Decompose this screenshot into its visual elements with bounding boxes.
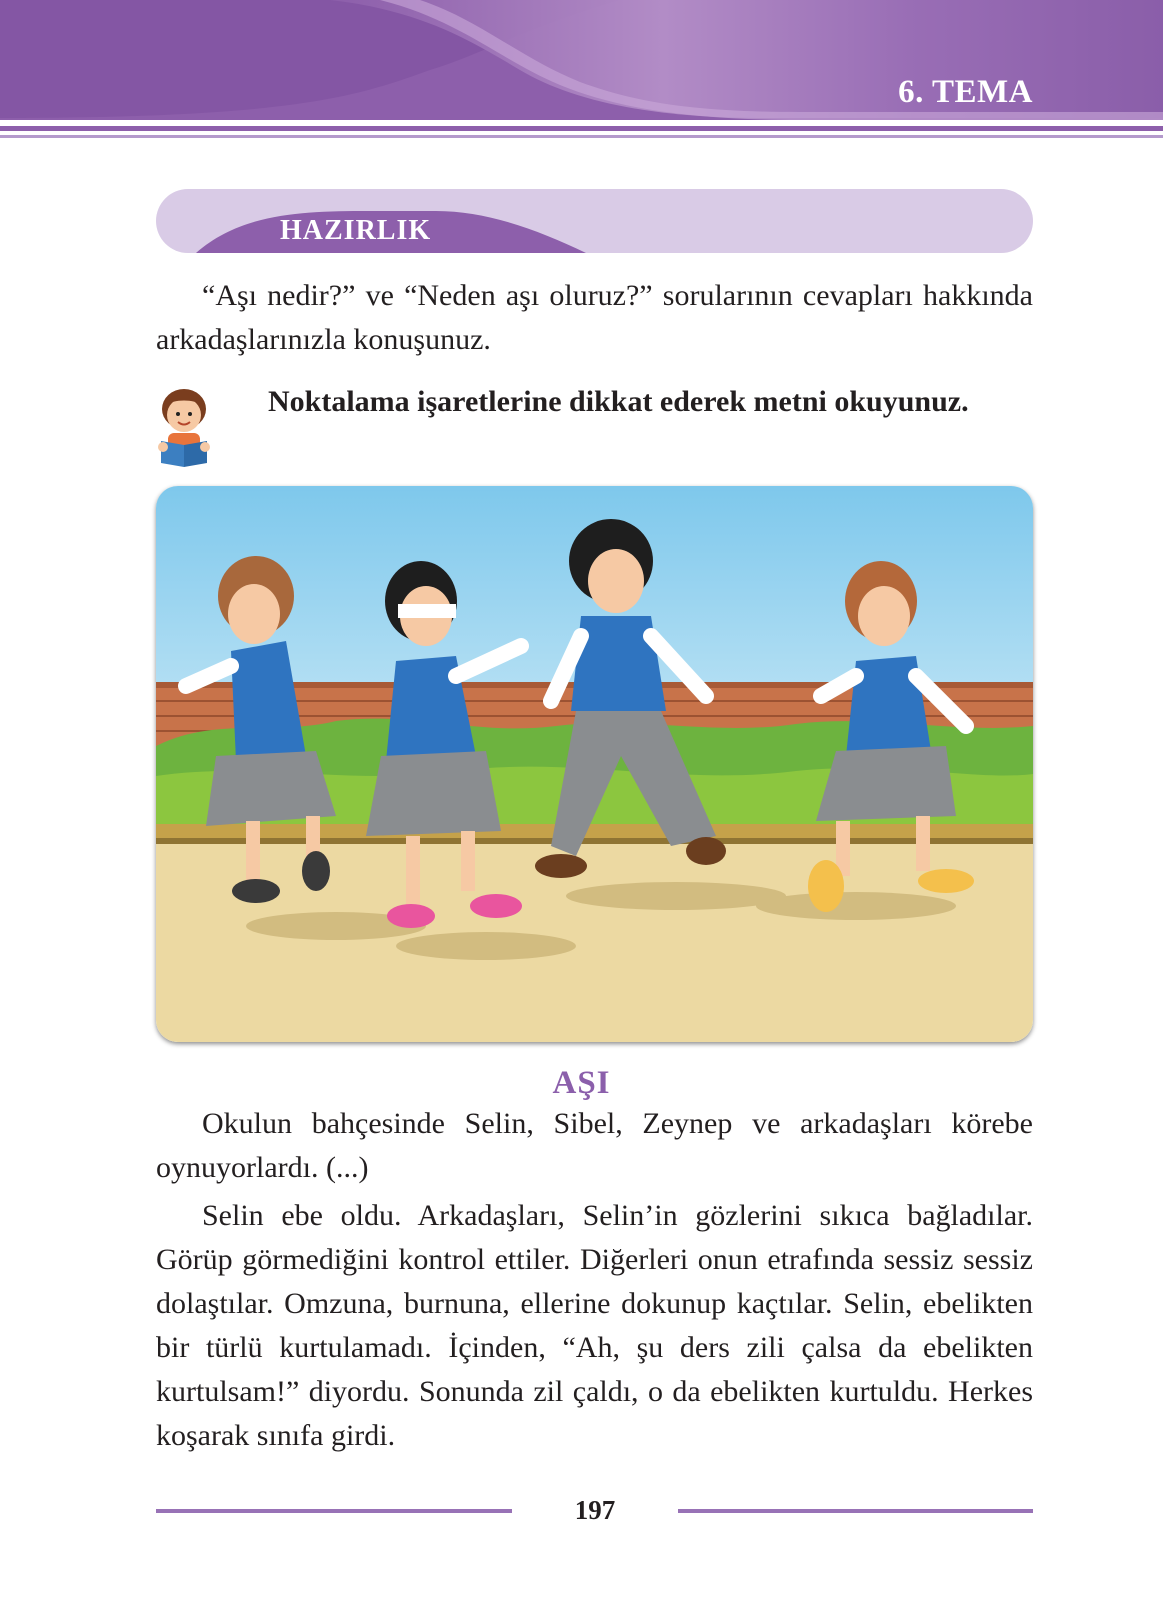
- preparation-section-banner: [156, 189, 1033, 253]
- footer-divider-right: [678, 1509, 1033, 1513]
- story-illustration: [156, 486, 1033, 1042]
- story-title: AŞI: [552, 1065, 611, 1101]
- page-number: 197: [574, 1495, 616, 1525]
- footer-divider-left: [156, 1509, 512, 1513]
- story-paragraph-2: Selin ebe oldu. Arkadaşları, Selin’in gözlerini sıkıca bağladılar. Görüp görmediğini kontrol ettiler. Diğerleri onun etrafında sessiz sessiz dolaştılar. Omzuna, burnuna, ellerine dokunup kaçtılar. Selin, ebelikten bir türlü kurtulamadı. İçinden, “Ah, şu ders zili çalsa da ebelikten kurtulsam!” diyordu. Sonunda zil çaldı, o da ebelikten kurtuldu. Herkes koşarak sınıfa girdi.: [156, 1199, 1033, 1452]
- page-header: [0, 0, 1163, 150]
- preparation-label: HAZIRLIK: [280, 215, 432, 246]
- reading-instruction: Noktalama işaretlerine dikkat ederek metni okuyunuz.: [268, 385, 969, 418]
- story-paragraph-1: Okulun bahçesinde Selin, Sibel, Zeynep ve arkadaşları körebe oynuyorlardı. (...): [156, 1107, 1033, 1184]
- preparation-question: “Aşı nedir?” ve “Neden aşı oluruz?” sorularının cevapları hakkında arkadaşlarınızla konuşunuz.: [156, 279, 1033, 356]
- theme-label: 6. TEMA: [898, 74, 1033, 110]
- children-playing-illustration: [156, 486, 1033, 1042]
- child-reading-book-icon: [155, 383, 213, 467]
